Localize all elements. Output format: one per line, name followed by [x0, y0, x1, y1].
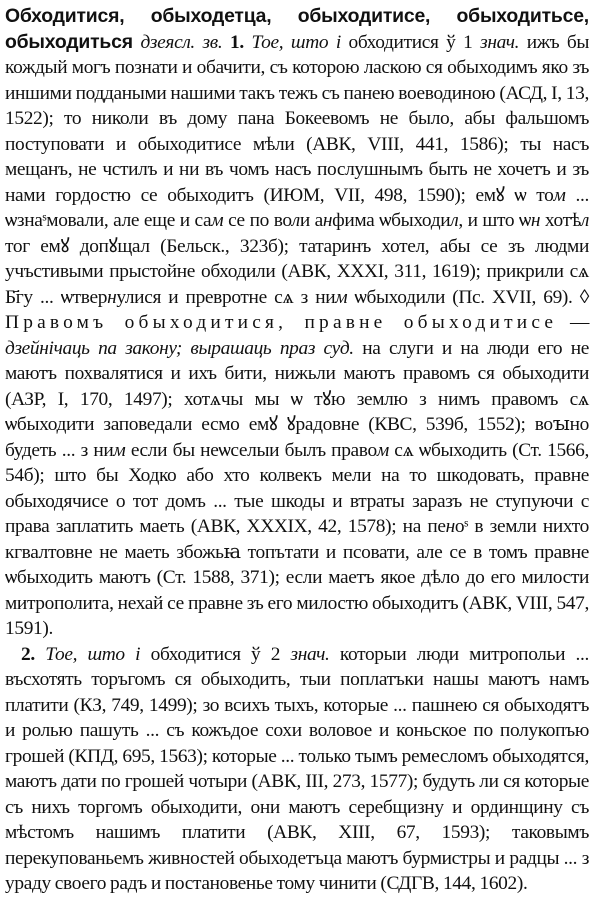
sense-1-italic-4: н	[322, 210, 333, 231]
entry-sense-1	[5, 4, 589, 642]
sense-1-definition: Тое, што і	[251, 31, 341, 53]
sense-1-italic-1: м	[553, 184, 566, 206]
sense-1-citations-d: и а	[299, 210, 323, 231]
phrase-dash: —	[569, 312, 589, 333]
sense-1-italic-3: л	[291, 210, 300, 231]
sense-1-italic-8: н	[107, 286, 117, 308]
sense-1-number: 1.	[229, 31, 244, 53]
sense-1-italic-6: н	[530, 210, 541, 231]
sense-1-citations-h: тог емꙋ допꙋщал (Бельск., 323б); татаринъ хотел, абы се зъ людми учъстивыми прыстойне обходили (АВК, XXXI, 311, 1619); прикрили сѧ Б҃гу ... ѡтвер	[5, 235, 589, 308]
set-phrase: Правомъ обыходитися, правне обыходитисе	[5, 312, 558, 333]
set-phrase-definition: дзейнічаць па закону; вырашаць праз суд.	[5, 337, 354, 359]
sense-1-crossref-tag: знач.	[480, 31, 520, 53]
headword: Обходитися, обыходетца, обыходитисе, обыходитьсе, обыходиться	[5, 5, 589, 53]
sense-1-italic-12: н	[445, 516, 455, 537]
phrase-diamond: ◊	[579, 286, 590, 308]
sense-1-citations-b: ... ѡзнаˢмовали, але еще и са	[5, 184, 589, 231]
sense-1-italic-10: м	[113, 439, 126, 461]
sense-2-citations: которыи люди митропольи ... въсхотять торъгомъ ся обыходить, тыи поплатъки нашы маютъ намъ платити (КЗ, 749, 1499); зо всихъ тыхъ, которые ... пашнею ся обыходятъ и ролью пашуть ... съ кожъдое сохи воловое и коньское по полукопъю грошей (КПД, 695, 1563); которые ... только тымъ ремесломъ обыходятся, маютъ дати по грошей чотыри (АВК, III, 273, 1577); будуть ли ся которые съ нихъ торгомъ обыходити, они маютъ серебщизну и ординщину съ мѣстомъ нашимъ платити (АВК, XIII, 67, 1593); таковымъ перекупованьемъ живностей обыходетъца маютъ бурмистры и радцы ... з ураду своего радъ и постановенье тому чинити (СДГВ, 144, 1602).	[5, 643, 590, 894]
sense-1-citations-n: оˢ в земли нихто кгвалтовне не маеть збожьꙗ топътати и псовати, але се в томъ правне ѡбыходить маютъ (Ст. 1588, 371); если маетъ якое дѣло до его милости митрополита, нехай се правне зъ его милостю обыходитъ (АВК, VIII, 547, 1591).	[5, 516, 589, 639]
sense-2-definition: Тое, што і	[45, 643, 141, 665]
sense-1-citations-l: если бы неѡселыи былъ право	[125, 439, 377, 461]
sense-2-crossref-tag: знач.	[290, 643, 330, 665]
sense-1-italic-11: м	[376, 439, 389, 461]
sense-1-citations-k: на слуги и на люди его не маютъ похвалятися и ихъ бити, нижьли маютъ правомъ ся обыходити (АЗР, І, 170, 1497); хотѧчы мы ѡ тꙋю землю з нимъ правомъ сѧ ѡбыходити заповедали есмо емꙋ ꙋрадовне (КВС, 539б, 1552); воꙑно будеть ... з ни	[5, 337, 589, 461]
sense-1-italic-2: м	[211, 210, 224, 231]
sense-1-italic-9: м	[335, 286, 348, 308]
sense-1-citations-a: ижъ бы кождый могъ познати и обачити, съ которою ласкою ся обыходимъ яко зъ иншими поддаными нашими такъ тежъ съ панею воеводиною (АСД, І, 13, 1522); то николи въ дому пана Бокеевомъ не было, абы фальшомъ поступовати и обыходитисе мѣли (АВК, VIII, 441, 1586); ты насъ мещанъ, не чстилъ и ни въ чомъ насъ послушнымъ быть не хочетъ и зъ нами гордостю се обыходитъ (ИЮМ, VII, 498, 1590); емꙋ ѡ то	[5, 31, 590, 206]
sense-1-italic-7: л	[580, 210, 590, 231]
dictionary-page	[5, 4, 589, 897]
sense-1-citations-f: , и што ѡ	[458, 210, 531, 231]
sense-1-citations-j: ѡбыходили (Пс. XVII, 69).	[347, 286, 573, 308]
sense-1-citations-e: фима ѡбыходи	[332, 210, 451, 231]
sense-1-citations-m: сѧ ѡбыходить (Ст. 1566, 54б); што бы Ходко або хто колвекъ мели на то шкодовать, правне обыходячисе о тот домъ ... тые шкоды и втраты заразъ не ступуючи с права заплатить маеть (АВК, XXXIX, 42, 1578); на пе	[5, 439, 589, 537]
sense-1-crossref: обходитися ў 1	[348, 31, 473, 53]
sense-1-citations-i: улися и превротне сѧ з ни	[116, 286, 336, 308]
sense-1-citations-c: се по во	[223, 210, 292, 231]
sense-1-citations-g: хотѣ	[540, 210, 581, 231]
sense-1-italic-5: л	[450, 210, 459, 231]
etymology-label: дзеясл. зв.	[140, 31, 223, 53]
entry-sense-2	[5, 642, 589, 897]
sense-2-crossref: обходитися ў 2	[150, 643, 281, 665]
sense-2-number: 2.	[21, 643, 35, 665]
